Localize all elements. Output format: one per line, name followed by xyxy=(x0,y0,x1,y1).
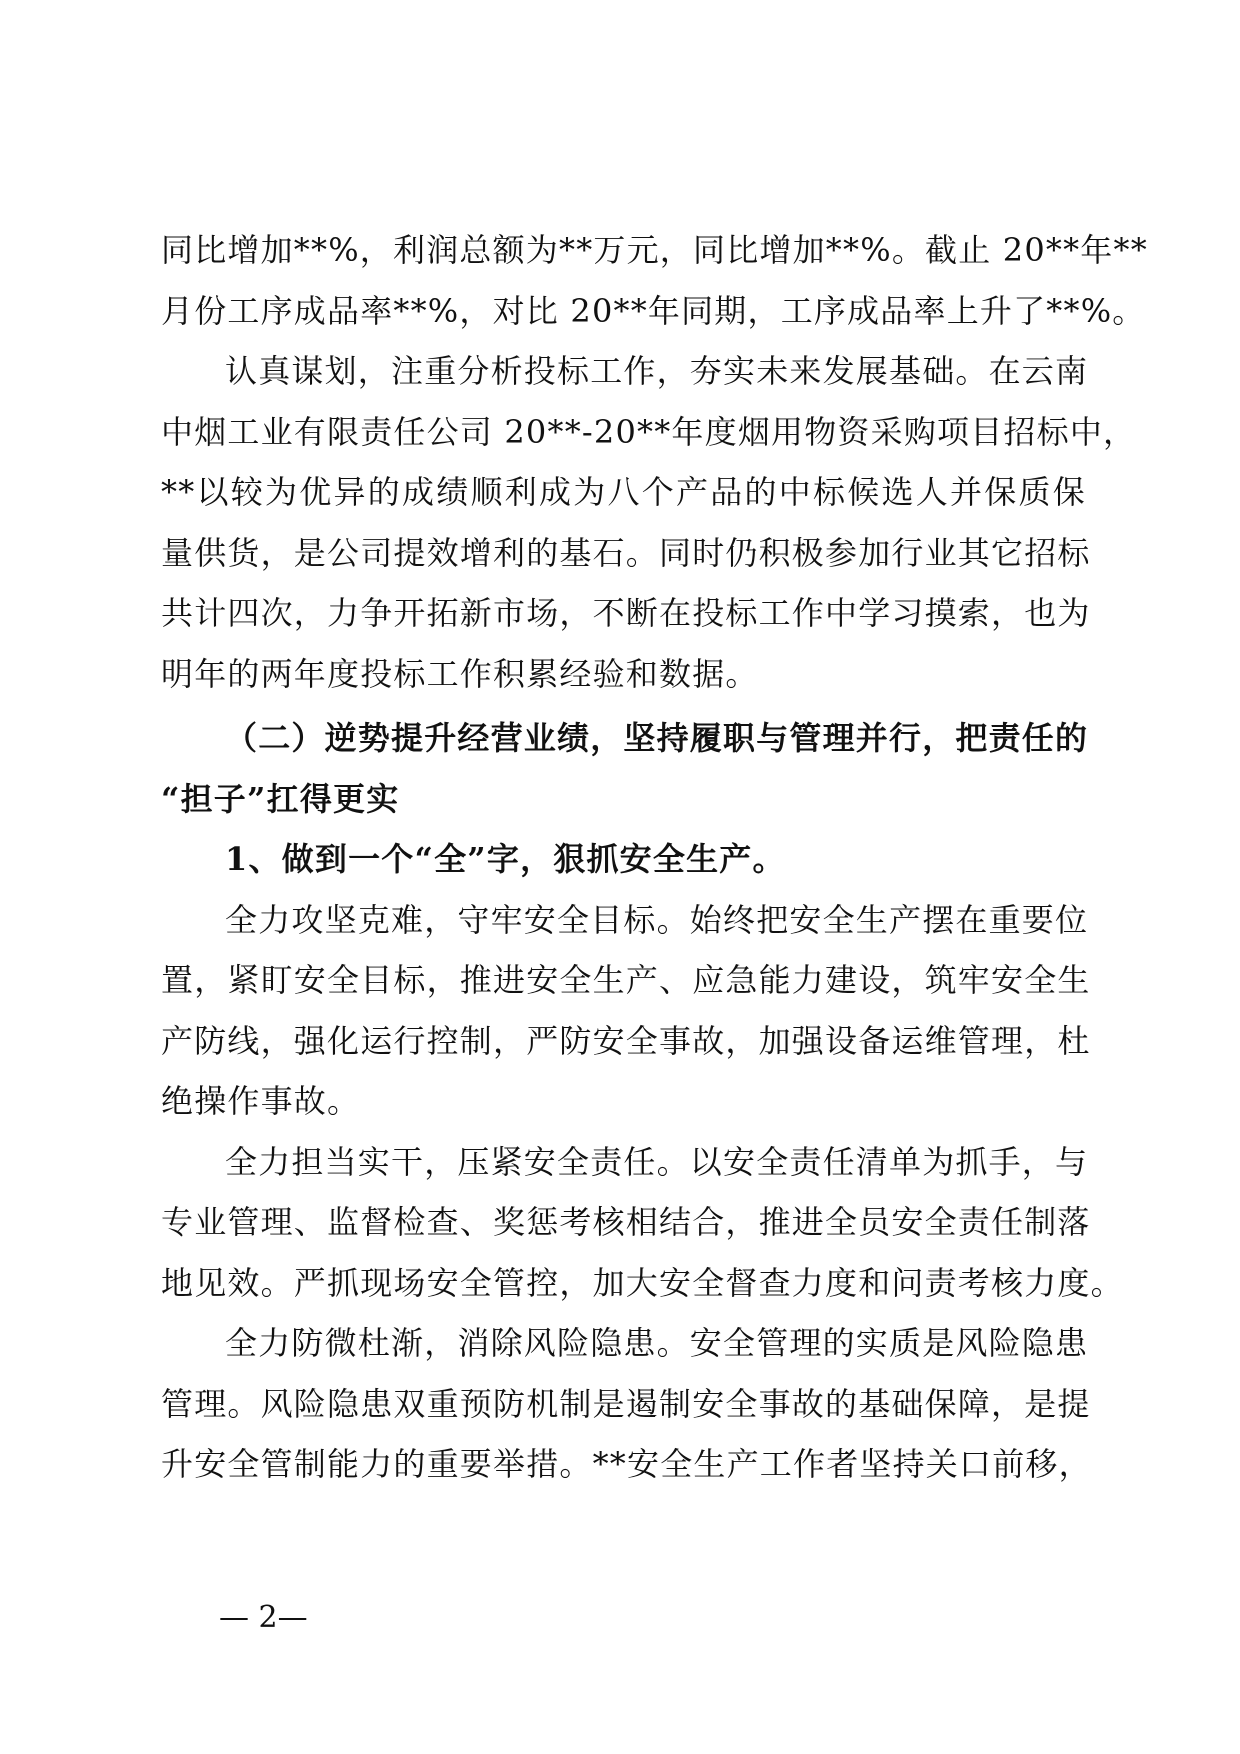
body-line: 同比增加**%，利润总额为**万元，同比增加**%。截止 20**年** xyxy=(161,231,1148,269)
section-heading: （二）逆势提升经营业绩，坚持履职与管理并行，把责任的 xyxy=(225,719,1089,757)
document-body xyxy=(161,220,1148,1495)
paragraph-start: 全力防微杜渐，消除风险隐患。安全管理的实质是风险隐患 xyxy=(225,1324,1089,1362)
section-heading-continued: “担子”扛得更实 xyxy=(161,779,400,818)
paragraph-start: 全力攻坚克难，守牢安全目标。始终把安全生产摆在重要位 xyxy=(225,900,1089,939)
body-line: 量供货，是公司提效增利的基石。同时仍积极参加行业其它招标 xyxy=(161,533,1091,572)
page-number: — 2— xyxy=(219,1600,308,1635)
paragraph-start: 全力担当实干，压紧安全责任。以安全责任清单为抓手，与 xyxy=(225,1142,1089,1181)
body-line: 绝操作事故。 xyxy=(161,1082,361,1120)
body-line: 置，紧盯安全目标，推进安全生产、应急能力建设，筑牢安全生 xyxy=(161,961,1091,999)
subsection-heading: 1、做到一个“全”字，狠抓安全生产。 xyxy=(225,840,786,878)
body-line: 共计四次，力争开拓新市场，不断在投标工作中学习摸索，也为 xyxy=(161,594,1091,632)
body-line: 专业管理、监督检查、奖惩考核相结合，推进全员安全责任制落 xyxy=(161,1203,1091,1241)
paragraph-start: 认真谋划，注重分析投标工作，夯实未来发展基础。在云南 xyxy=(225,352,1089,390)
body-line: **以较为优异的成绩顺利成为八个产品的中标候选人并保质保 xyxy=(161,473,1086,511)
body-line: 管理。风险隐患双重预防机制是遏制安全事故的基础保障，是提 xyxy=(161,1384,1091,1423)
body-line: 明年的两年度投标工作积累经验和数据。 xyxy=(161,654,759,693)
body-line: 中烟工业有限责任公司 20**-20**年度烟用物资采购项目招标中， xyxy=(161,412,1137,451)
body-line: 升安全管制能力的重要举措。**安全生产工作者坚持关口前移， xyxy=(161,1445,1092,1483)
body-line: 地见效。严抓现场安全管控，加大安全督查力度和问责考核力度。 xyxy=(161,1263,1124,1302)
body-line: 产防线，强化运行控制，严防安全事故，加强设备运维管理，杜 xyxy=(161,1021,1091,1060)
body-line: 月份工序成品率**%，对比 20**年同期，工序成品率上升了**%。 xyxy=(161,291,1146,330)
